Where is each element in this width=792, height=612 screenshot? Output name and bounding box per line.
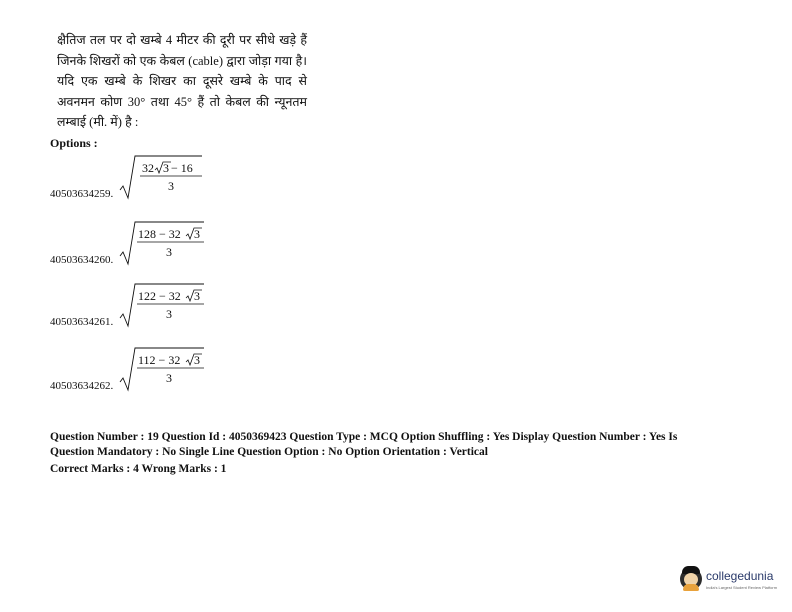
mascot-icon xyxy=(680,568,702,590)
collegedunia-logo xyxy=(680,566,788,596)
option-2-root-arg: 3 xyxy=(194,227,200,241)
option-4-num-a: 112 − 32 xyxy=(138,353,181,367)
option-4 xyxy=(50,344,310,394)
option-1-root-arg: 3 xyxy=(163,161,169,175)
option-2-num-a: 128 − 32 xyxy=(138,227,181,241)
option-1-num-b: − 16 xyxy=(171,161,193,175)
option-4-id: 40503634262. xyxy=(50,380,114,392)
marks-line: Correct Marks : 4 Wrong Marks : 1 xyxy=(50,463,227,475)
option-4-formula xyxy=(120,344,260,394)
question-metadata xyxy=(50,430,750,476)
option-1 xyxy=(50,152,310,202)
option-3-formula xyxy=(120,280,260,330)
option-1-id: 40503634259. xyxy=(50,188,114,200)
option-3-den: 3 xyxy=(166,307,172,321)
option-1-formula xyxy=(120,152,260,202)
options-label: Options : xyxy=(50,136,98,150)
metadata-line-2: Question Mandatory : No Single Line Question Option : No Option Orientation : Vertical xyxy=(50,446,488,458)
metadata-line-1: Question Number : 19 Question Id : 4050369423 Question Type : MCQ Option Shuffling : Yes Display Question Number : Yes Is xyxy=(50,431,678,443)
option-2-den: 3 xyxy=(166,245,172,259)
option-2-id: 40503634260. xyxy=(50,254,114,266)
option-1-num-a: 32 xyxy=(142,161,154,175)
option-3 xyxy=(50,280,310,330)
logo-name: collegedunia xyxy=(706,569,774,583)
option-3-id: 40503634261. xyxy=(50,316,114,328)
option-3-root-arg: 3 xyxy=(194,289,200,303)
option-2-formula xyxy=(120,218,260,268)
option-1-den: 3 xyxy=(168,179,174,193)
logo-tagline: India's Largest Student Review Platform xyxy=(706,585,778,590)
option-4-den: 3 xyxy=(166,371,172,385)
question-text: क्षैतिज तल पर दो खम्बे 4 मीटर की दूरी पर सीधे खड़े हैं जिनके शिखरों को एक केबल (cable) द्वारा जोड़ा गया है। यदि एक खम्बे के शिखर का दूसरे खम्बे के पाद से अवनमन कोण 30° तथा 45° हैं तो केबल की न्यूनतम लम्बाई (मी. में) है : xyxy=(57,33,307,129)
option-4-root-arg: 3 xyxy=(194,353,200,367)
option-2 xyxy=(50,218,310,268)
option-3-num-a: 122 − 32 xyxy=(138,289,181,303)
